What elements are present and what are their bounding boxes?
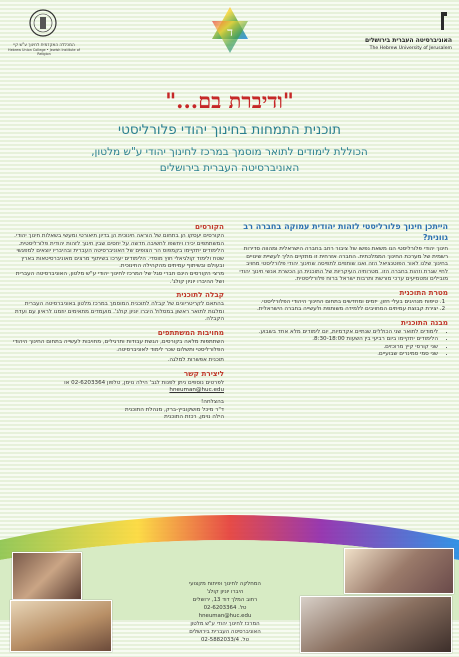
subtitle-line1: הכוללת לימודים לתואר מוסמך במרכז לחינוך יהודי ע"ש מלטון, bbox=[91, 146, 368, 158]
structure-item: • הלימודים יתקיימו ביום רביעי בין השעות 8:30-18:00. bbox=[236, 336, 438, 343]
courses-text: הקורסים יעסקו הן בתחום של הוראה חינוכית הן בדיון תיאורטי ומעשי בשאלות חינוך יהודי. המשתתפים יכירו ויחשפו לחשיבה חדשה על יחסים שבין חינוך לזהות יהודית פלורליסטית. הלימודים יתקיימו בקמפוס הר הצופים של האוניברסיטה העברית ובהיבריו יוצאים למפגשי שטח ולימוד קולגיאלי חוץ מוסדי. הלימודים יערכו בשיתוף מרצים מאוניברסיטאות בארץ ובעולם ובשיתוף עמיתים מהקהילה החינוכית. bbox=[14, 233, 224, 270]
courses-extra: מרצי הקורסים הינם חברי סגל של המרכז לחינוך יהודי ע"ש מלטון, האוניברסיטה העברית ושל ההיברו יוניון קולג'. bbox=[15, 270, 224, 285]
photo-group-right bbox=[344, 548, 454, 594]
right-column bbox=[236, 222, 448, 358]
star-of-david-icon bbox=[207, 4, 253, 56]
footer-line: רחוב המלך דוד 13, ירושלים bbox=[192, 597, 258, 603]
huc-logo-line2: Hebrew Union College • Jewish Institute of Religion bbox=[8, 48, 80, 56]
footer-line: האוניברסיטה העברית בירושלים bbox=[189, 629, 261, 635]
commitment-title: מחויבות המשתתפים bbox=[157, 327, 224, 337]
goal-item: 1. טיפוח מנהיגים בעלי חזון, יזמים ומחדשים בתחום החינוך היהודי הפלורליסטי. bbox=[236, 299, 438, 306]
photo-classroom-right bbox=[300, 596, 452, 653]
footer-line: טל. 02-5882033/4 bbox=[200, 637, 250, 643]
commitment-text: השתתפות מלאה בקורסים, הגשת עבודות ותרגילים, מחויבות לעשייה בתחום החינוך היהודי הפלורליסטי ותשלום שכר לימוד לאוניברסיטה. bbox=[12, 338, 224, 353]
signature-director: ד"ר מיכל מושקוביץ-ברק, מנהלת התוכנית bbox=[124, 406, 224, 413]
huji-name-en: The Hebrew University of Jerusalem bbox=[369, 46, 452, 51]
contact-title: ליצירת קשר bbox=[183, 368, 224, 378]
intro-text: חינוך יהודי פלורליסטי הנו משאת נפשו של ציבור רחב בחברה הישראלית ומהווה סדירות רשמית של מערכת החינוך הממלכתית. החברה אזרחית זו מתקיים הליך לעשיית שינויים בחינוך שלנו לאור הפוטנציאל הזה ואנו שותפים לתפיסה שחינוך יהודי פלורליסטי מחויב לחיי שגרת וזהות בחברה הזו. מטרותיה העיקריות של התוכנית הן הכשרת אנשי חינוך יהודי מובילים ומטמיעים ערכי מורשת ותרבות ישראל ברוח פלורליסטית. bbox=[239, 246, 448, 283]
goals-list bbox=[236, 299, 448, 314]
footer-line: המחלקה לחינוך ופיתוח מקצועי bbox=[189, 581, 261, 587]
structure-item: • שני קורסי קיץ מרוכזים. bbox=[236, 344, 438, 351]
admission-text: בהתאם לקריטריונים של קבלה לתוכנית המוסמך במרכז מלטון באוניברסיטה העברית ומלגות לתואר ראשון במסלול היברו יוניון קולג'. מועמדים מתאימים יוזמנו לראיון עם ועדת הקבלה. bbox=[15, 301, 224, 323]
huc-logo-line1: המכללה האקדמית לחינוך ע"ש קיי bbox=[13, 42, 75, 47]
seal-icon bbox=[28, 8, 58, 38]
structure-item: • שני סמי סמינרים שבועיים. bbox=[236, 351, 438, 358]
footer-line: טל. 02-6203364 bbox=[203, 605, 247, 611]
footer-email[interactable]: hneuman@huc.edu bbox=[198, 613, 252, 619]
contact-email[interactable]: hneuman@huc.edu bbox=[169, 387, 224, 394]
huji-logo bbox=[330, 10, 452, 60]
structure-title: מבנה התוכנית bbox=[401, 317, 448, 327]
structure-item: • לימודים לתואר שני הכוללים שנתיים אקדמיות, יום לימודים מלא אחד בשבוע. bbox=[236, 329, 438, 336]
huji-emblem-icon bbox=[438, 10, 450, 32]
footer-line: היברו יוניון קולג' bbox=[206, 589, 244, 595]
admission-title: קבלה לתוכנית bbox=[176, 290, 224, 300]
main-title: "ודיברת בם..." bbox=[165, 88, 294, 113]
photo-classroom-left bbox=[10, 600, 112, 652]
huc-logo bbox=[8, 8, 78, 58]
right-heading: הייתכן חינוך פלורליסטי לזהות יהודית עמוקה בחברה רב גוונית? bbox=[243, 222, 448, 242]
rainbow-star-logo bbox=[207, 4, 253, 56]
signature-coordinator: הילה נוימן, רכזת התוכנית bbox=[164, 414, 224, 421]
structure-list bbox=[236, 329, 448, 359]
contact-text: לפרטים נוספים ניתן לפנות לגב' הילה נוימן, טלפון 02-6203364 או bbox=[64, 379, 224, 386]
huji-name-he: האוניברסיטה העברית בירושלים bbox=[364, 37, 452, 44]
footer-line: המרכז לחינוך יהודי ע"ש מלטון bbox=[190, 621, 260, 627]
svg-text:ד: ד bbox=[227, 25, 233, 39]
main-subtitle: תוכנית התמחות בחינוך יהודי פלורליסטי bbox=[118, 122, 341, 138]
scholarship-text: תוכנית אפשרות למלגה. bbox=[167, 357, 224, 364]
left-column bbox=[10, 222, 224, 422]
footer-contact bbox=[130, 580, 320, 644]
goals-title: מטרת התוכנית bbox=[399, 287, 448, 297]
thanks-text: בהצלחה! bbox=[201, 398, 224, 405]
courses-title: הקורסים bbox=[194, 222, 224, 231]
subtitle-line2: האוניברסיטה העברית בירושלים bbox=[159, 162, 300, 174]
goal-item: 2. יצירת קבוצת עמיתים המחויבים ללמידה משותפת ולעשייה בחברה הישראלית. bbox=[236, 306, 438, 313]
photo-group-left bbox=[12, 552, 82, 600]
